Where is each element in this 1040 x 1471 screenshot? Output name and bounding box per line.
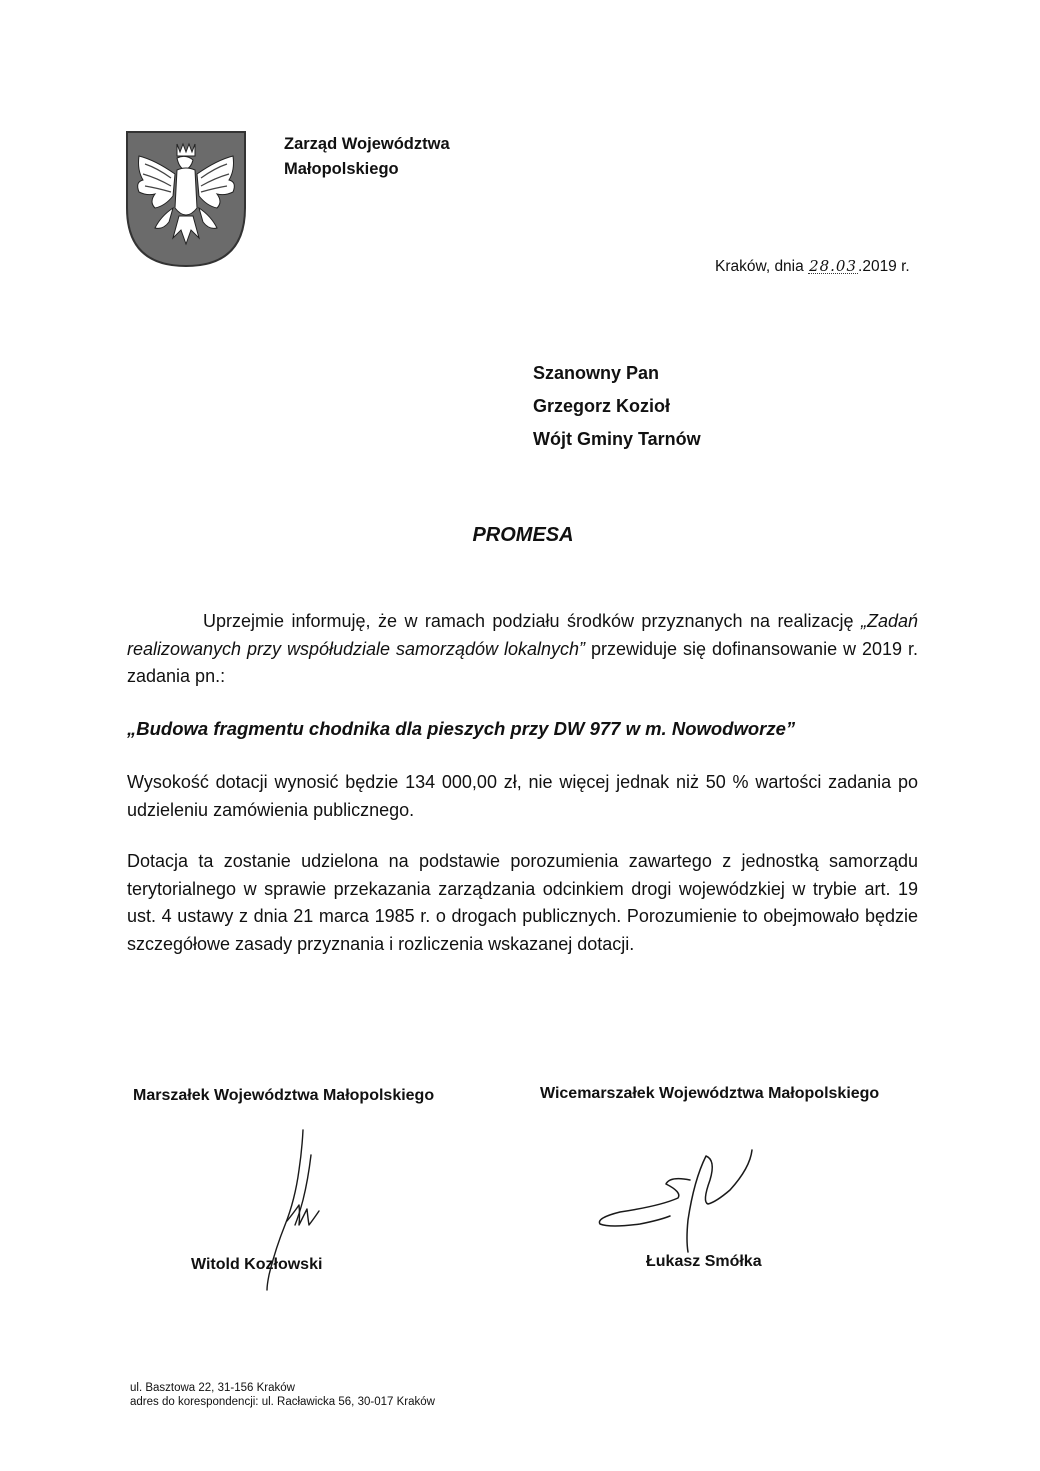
right-signatory-name: Łukasz Smółka: [646, 1253, 762, 1270]
date-suffix: .2019 r.: [858, 258, 910, 275]
date-line: [715, 258, 910, 276]
issuer-line-2: Małopolskiego: [284, 160, 399, 178]
recipient-salutation: Szanowny Pan: [533, 363, 660, 383]
footer-address: ul. Basztowa 22, 31-156 Kraków: [130, 1382, 295, 1394]
recipient-position: Wójt Gminy Tarnów: [533, 429, 701, 449]
paragraph-1-program-name: „Zadań realizowanych przy współudziale samorządów lokalnych”: [127, 611, 918, 659]
right-handwritten-signature: [590, 1140, 760, 1280]
left-handwritten-signature: [245, 1125, 345, 1295]
issuer-block: [284, 132, 450, 182]
paragraph-1-end: przewiduje się dofinansowanie w 2019 r. zadania pn.:: [127, 638, 919, 686]
left-signatory-title: Marszałek Województwa Małopolskiego: [133, 1087, 435, 1104]
right-signatory-title: Wicemarszałek Województwa Małopolskiego: [540, 1085, 880, 1102]
white-eagle-crest-icon: [125, 130, 247, 268]
project-title: „Budowa fragmentu chodnika dla pieszych przy DW 977 w m. Nowodworze”: [127, 718, 796, 739]
date-prefix: Kraków, dnia: [715, 258, 804, 275]
recipient-name: Grzegorz Kozioł: [533, 396, 671, 416]
footer-correspondence-address: adres do korespondencji: ul. Racławicka 56, 30-017 Kraków: [130, 1396, 435, 1408]
issuer-line-1: Zarząd Województwa: [284, 135, 450, 153]
handwritten-date: 28.03: [809, 257, 858, 275]
recipient-block: [533, 357, 701, 456]
body-paragraph-1: [127, 608, 918, 691]
body-paragraph-2: Wysokość dotacji wynosić będzie 134 000,00 zł, nie więcej jednak niż 50 % wartości zadania po udzieleniu zamówienia publicznego.: [127, 772, 918, 820]
document-title: PROMESA: [472, 524, 574, 546]
footer-address-block: [130, 1381, 435, 1409]
left-signatory-name: Witold Kozłowski: [191, 1256, 323, 1273]
body-paragraph-3: Dotacja ta zostanie udzielona na podstawie porozumienia zawartego z jednostką samorządu terytorialnego w sprawie przekazania zarządzania odcinkiem drogi wojewódzkiej w trybie art. 19 ust. 4 ustawy z dnia 21 marca 1985 r. o drogach publicznych. Porozumienie to obejmowało będzie szczegółowe zasady przyznania i rozliczenia wskazanej dotacji.: [127, 851, 918, 954]
paragraph-1-text: Uprzejmie informuję, że w ramach podziału środków przyznanych na realizację: [203, 611, 861, 631]
